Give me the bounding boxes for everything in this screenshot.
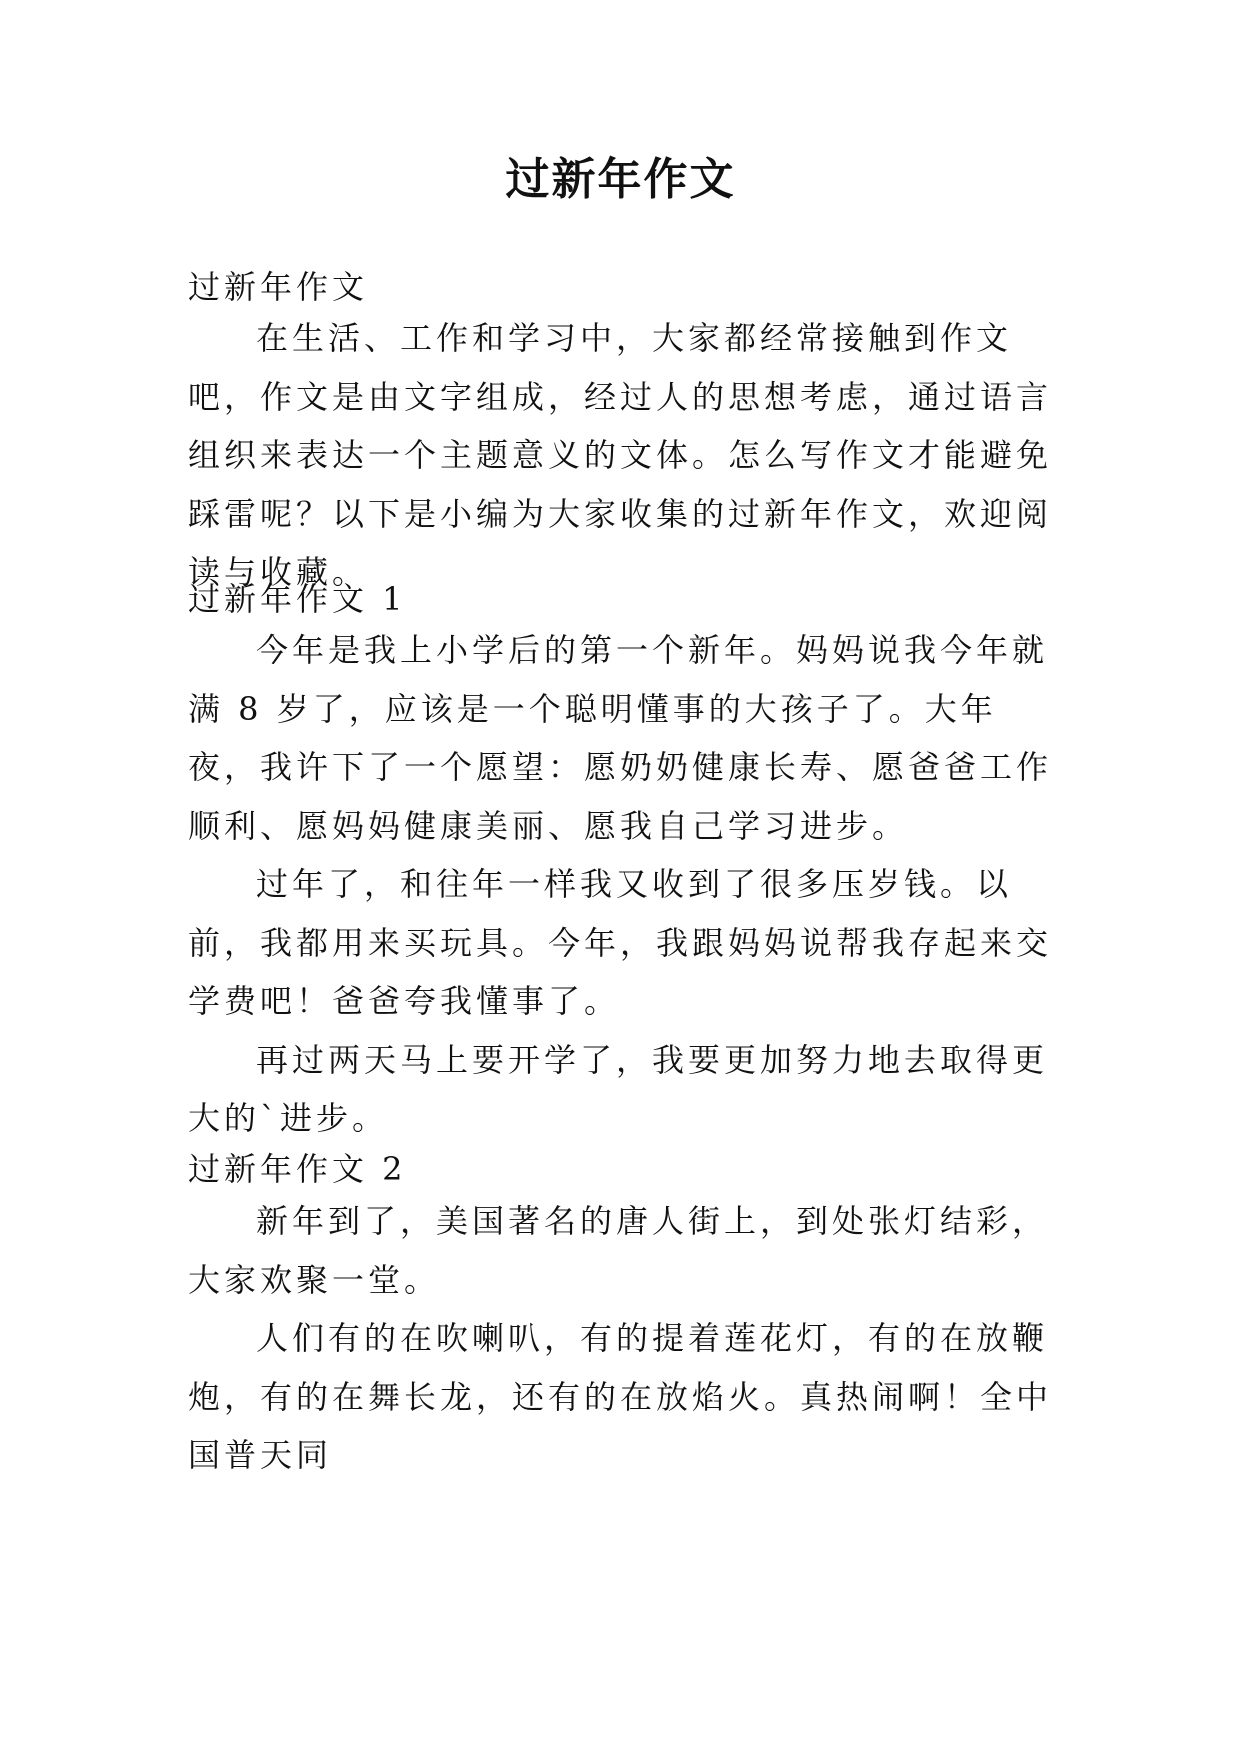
intro-paragraph: 在生活、工作和学习中，大家都经常接触到作文吧，作文是由文字组成，经过人的思想考虑，通过语言组织来表达一个主题意义的文体。怎么写作文才能避免踩雷呢？以下是小编为大家收集的过新年作文，欢迎阅读与收藏。 <box>188 319 1053 591</box>
intro-paragraph-block <box>188 309 1068 602</box>
essay-1-body <box>188 621 1068 1148</box>
essay-1-paragraph-1: 今年是我上小学后的第一个新年。妈妈说我今年就满 8 岁了，应该是一个聪明懂事的大孩子了。大年夜，我许下了一个愿望：愿奶奶健康长寿、愿爸爸工作顺利、愿妈妈健康美丽、愿我自己学习进步。 <box>188 631 1053 845</box>
essay-1-paragraph-2: 过年了，和往年一样我又收到了很多压岁钱。以前，我都用来买玩具。今年，我跟妈妈说帮我存起来交学费吧！爸爸夸我懂事了。 <box>188 865 1053 1020</box>
essay-2-heading: 过新年作文 2 <box>188 1150 407 1188</box>
essay-2-paragraph-1: 新年到了，美国著名的唐人街上，到处张灯结彩，大家欢聚一堂。 <box>188 1202 1049 1299</box>
intro-heading: 过新年作文 <box>188 268 369 306</box>
essay-1-paragraph-3: 再过两天马上要开学了，我要更加努力地去取得更大的`进步。 <box>188 1040 1049 1137</box>
essay-1-heading: 过新年作文 1 <box>188 580 407 618</box>
essay-2-paragraph-2: 人们有的在吹喇叭，有的提着莲花灯，有的在放鞭炮，有的在舞长龙，还有的在放焰火。真热闹啊！全中国普天同 <box>188 1319 1053 1474</box>
document-title: 过新年作文 <box>505 154 736 205</box>
essay-2-body <box>188 1192 1068 1485</box>
